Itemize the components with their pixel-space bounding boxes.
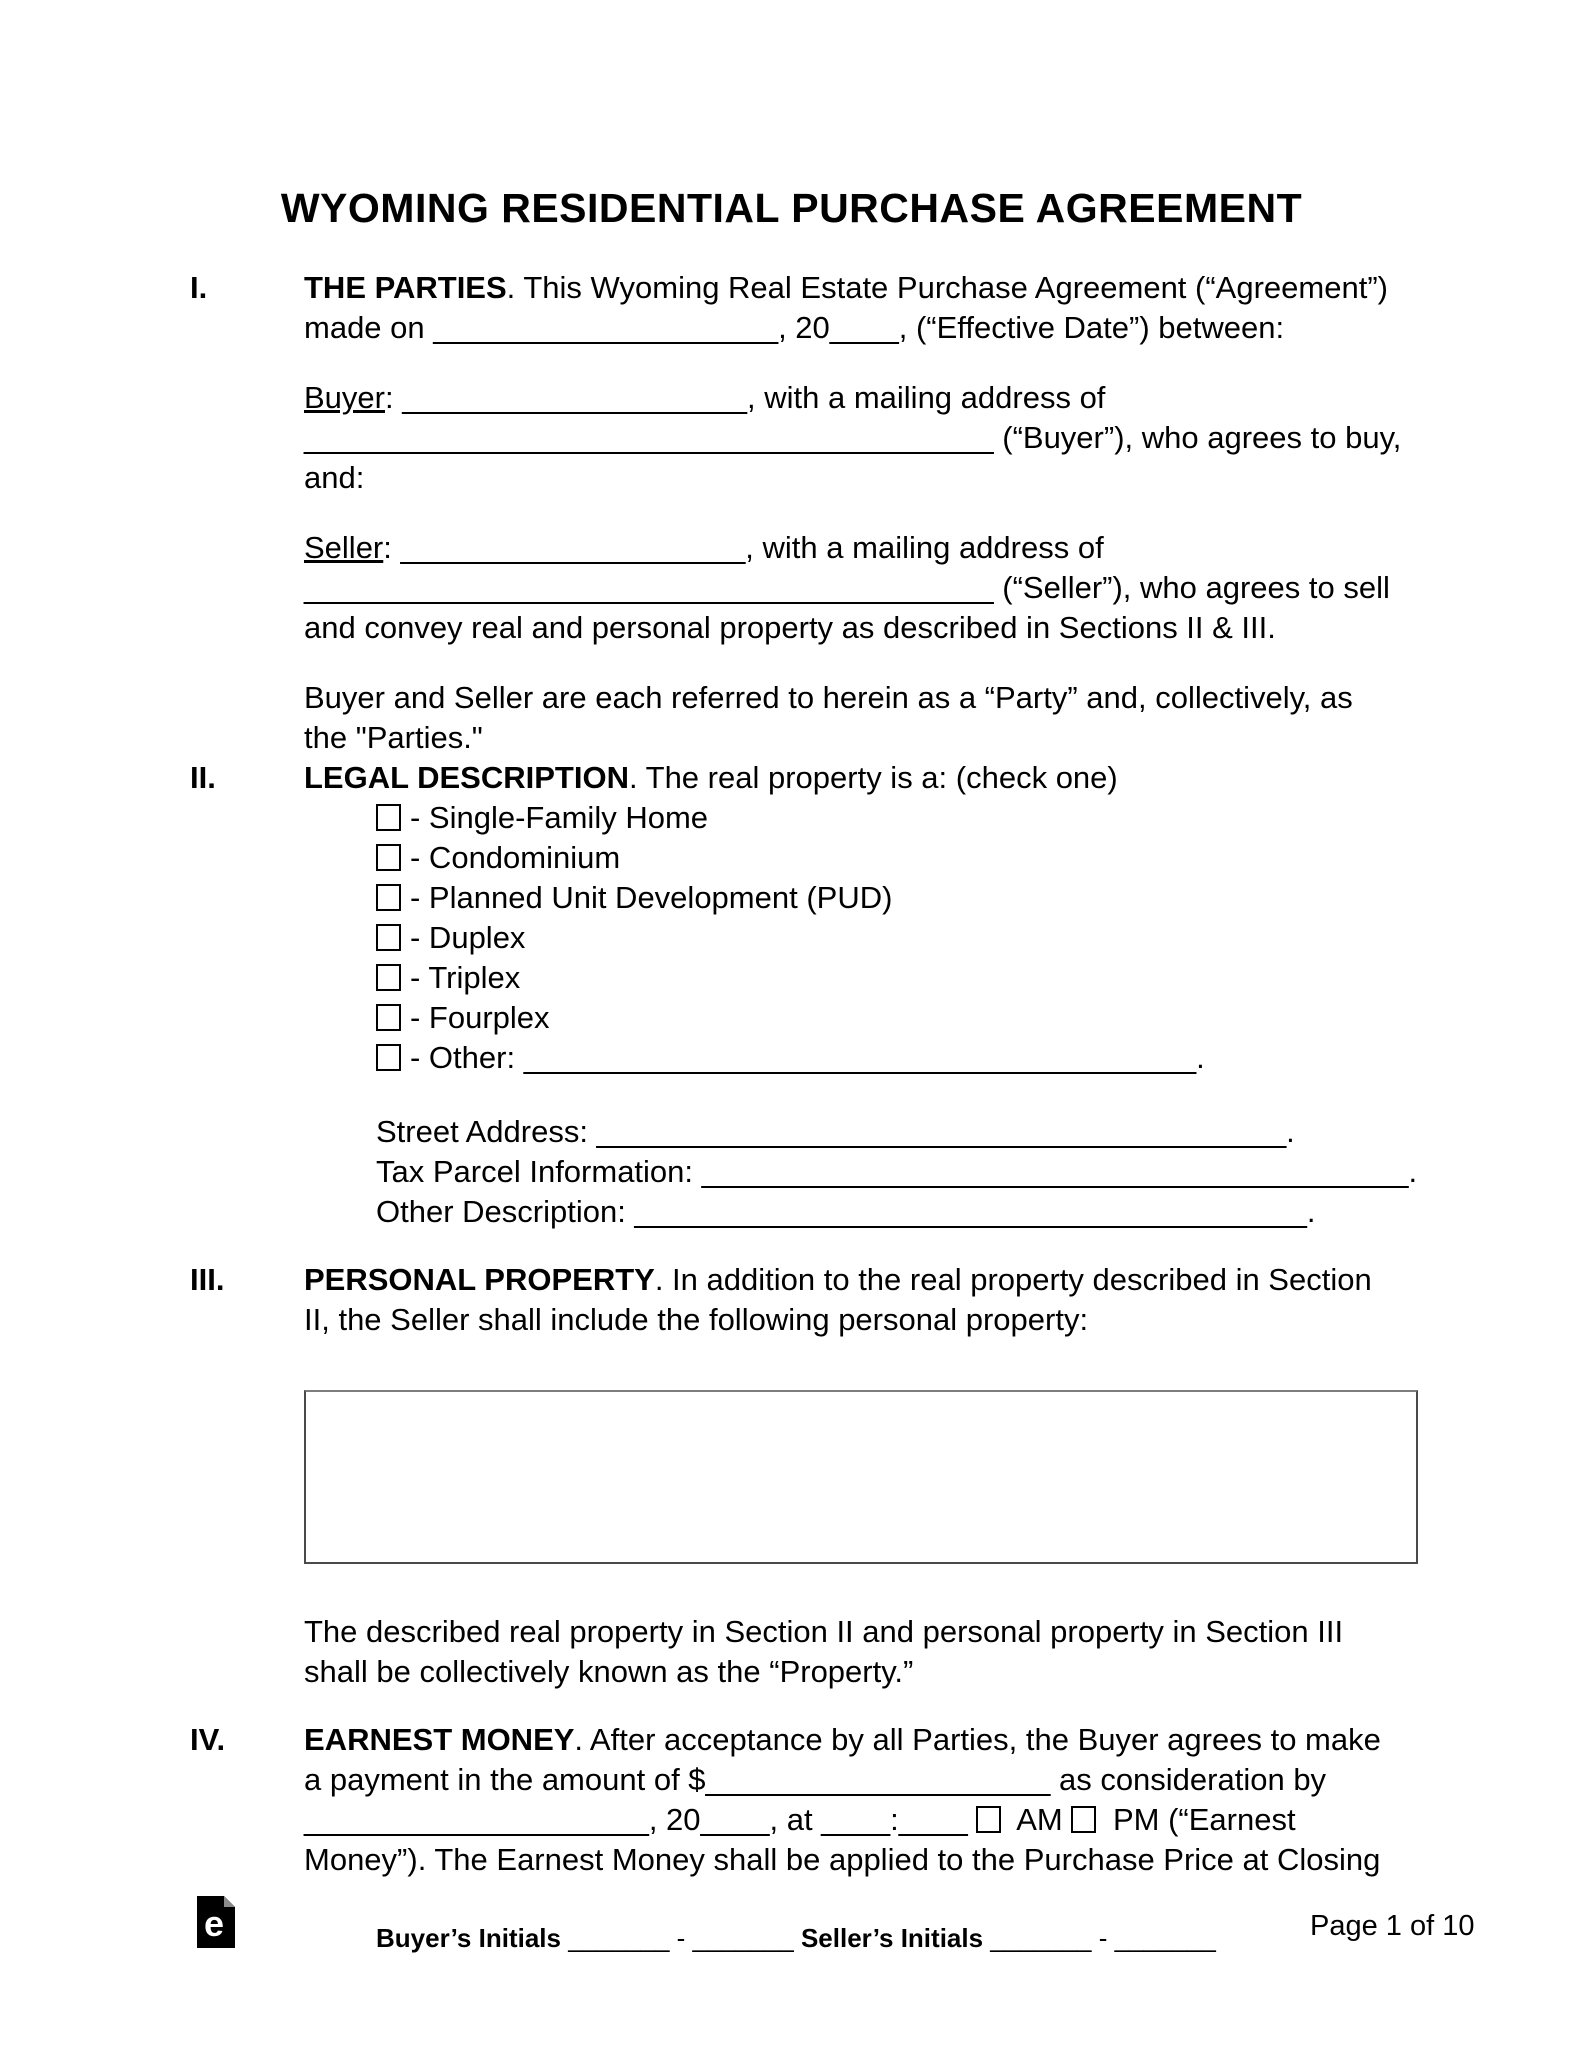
described-property-line2: shall be collectively known as the “Property.”	[304, 1654, 914, 1689]
street-address-blank-line: Street Address: ________________________________________.	[376, 1114, 1295, 1149]
section-body	[304, 1260, 1523, 1692]
section-body	[304, 1720, 1523, 1880]
heading-rest-text: . This Wyoming Real Estate Purchase Agreement (“Agreement”)	[506, 270, 1388, 305]
section-number: I.	[190, 270, 208, 305]
section-body	[304, 268, 1523, 758]
property-definition-paragraph	[304, 1612, 1523, 1692]
checklist-row	[376, 878, 1523, 918]
checklist-row	[376, 918, 1523, 958]
effective-date-line: made on ____________________, 20____, (“Effective Date”) between:	[304, 310, 1285, 345]
sellers-initials-label: Seller’s Initials	[800, 1923, 984, 1953]
section-heading: LEGAL DESCRIPTION	[304, 760, 629, 795]
section-personal-property	[190, 1260, 1523, 1692]
checkbox-pm[interactable]	[1071, 1806, 1096, 1833]
checkbox-condominium[interactable]	[376, 844, 401, 871]
folded-corner	[224, 1896, 235, 1907]
sellers-initials-blank: _______ - _______	[983, 1923, 1216, 1953]
checklist-row	[376, 798, 1523, 838]
checkbox-am[interactable]	[976, 1806, 1001, 1833]
checklist-label: - Other: _______________________________________.	[410, 1040, 1205, 1075]
section-earnest-money	[190, 1720, 1523, 1880]
section-heading: EARNEST MONEY	[304, 1722, 575, 1757]
checkbox-other[interactable]	[376, 1044, 401, 1071]
heading-rest-text: . After acceptance by all Parties, the Buyer agrees to make	[574, 1722, 1381, 1757]
described-property-line1: The described real property in Section II and personal property in Section III	[304, 1614, 1344, 1649]
seller-label: Seller	[304, 530, 384, 565]
earnest-amount-blank-line: a payment in the amount of $____________________ as consideration by	[304, 1762, 1327, 1797]
buyers-initials-blank: _______ - _______	[560, 1923, 801, 1953]
checklist-row	[376, 958, 1523, 998]
checkbox-fourplex[interactable]	[376, 1004, 401, 1031]
checkbox-duplex[interactable]	[376, 924, 401, 951]
checklist-row	[376, 838, 1523, 878]
section-number: II.	[190, 760, 216, 795]
checkbox-triplex[interactable]	[376, 964, 401, 991]
parties-line1: Buyer and Seller are each referred to herein as a “Party” and, collectively, as	[304, 680, 1353, 715]
section-the-parties	[190, 268, 1523, 758]
checkbox-single-family-home[interactable]	[376, 804, 401, 831]
seller-name-blank-line: : ____________________, with a mailing address of	[383, 530, 1104, 565]
buyers-initials-label: Buyer’s Initials	[376, 1923, 561, 1953]
parties-intro-paragraph	[304, 268, 1523, 348]
tax-parcel-blank-line: Tax Parcel Information: _________________________________________.	[376, 1154, 1418, 1189]
section-body	[304, 758, 1523, 1232]
parties-definition-paragraph	[304, 678, 1523, 758]
heading-rest-text: . The real property is a: (check one)	[628, 760, 1118, 795]
checklist-label: - Fourplex	[410, 1000, 550, 1035]
am-label: AM	[1009, 1802, 1072, 1837]
checklist-label: - Duplex	[410, 920, 526, 955]
section-heading: PERSONAL PROPERTY	[304, 1262, 655, 1297]
buyer-paragraph	[304, 378, 1523, 498]
eforms-logo	[197, 1896, 235, 1958]
buyer-label: Buyer	[304, 380, 385, 415]
pm-label: PM (“Earnest	[1104, 1802, 1296, 1837]
section-legal-description	[190, 758, 1523, 1232]
buyer-name-blank-line: : ____________________, with a mailing address of	[384, 380, 1106, 415]
other-description-blank-line: Other Description: _______________________________________.	[376, 1194, 1316, 1229]
property-id-block	[376, 1112, 1523, 1232]
section-number: IV.	[190, 1722, 226, 1757]
checklist-label: - Single-Family Home	[410, 800, 709, 835]
checklist-label: - Condominium	[410, 840, 621, 875]
page-footer	[0, 1890, 1583, 1980]
earnest-closing-line: Money”). The Earnest Money shall be applied to the Purchase Price at Closing	[304, 1842, 1381, 1877]
heading-rest-text: . In addition to the real property described in Section	[654, 1262, 1372, 1297]
checklist-label: - Triplex	[410, 960, 521, 995]
checkbox-pud[interactable]	[376, 884, 401, 911]
personal-property-input-box[interactable]	[304, 1390, 1418, 1564]
page-number: Page 1 of 10	[1310, 1910, 1475, 1942]
earnest-date-time-blanks: ____________________, 20____, at ____:____	[304, 1802, 977, 1837]
section-heading: THE PARTIES	[304, 270, 507, 305]
property-type-checklist	[376, 798, 1523, 1078]
checklist-row	[376, 1038, 1523, 1078]
section-number: III.	[190, 1262, 225, 1297]
seller-paragraph	[304, 528, 1523, 648]
logo-letter: e	[203, 1903, 225, 1944]
seller-convey-text: and convey real and personal property as described in Sections II & III.	[304, 610, 1276, 645]
checklist-row	[376, 998, 1523, 1038]
personal-property-line2: II, the Seller shall include the following personal property:	[304, 1302, 1089, 1337]
seller-address-blank-line: ________________________________________ (“Seller”), who agrees to sell	[304, 570, 1390, 605]
page-title: WYOMING RESIDENTIAL PURCHASE AGREEMENT	[280, 185, 1303, 231]
initials-line	[376, 1918, 1216, 1958]
buyer-address-blank-line: ________________________________________ (“Buyer”), who agrees to buy,	[304, 420, 1402, 455]
checklist-label: - Planned Unit Development (PUD)	[410, 880, 893, 915]
and-text: and:	[304, 460, 365, 495]
earnest-date-time-line	[304, 1800, 1523, 1840]
parties-line2: the "Parties."	[304, 720, 483, 755]
